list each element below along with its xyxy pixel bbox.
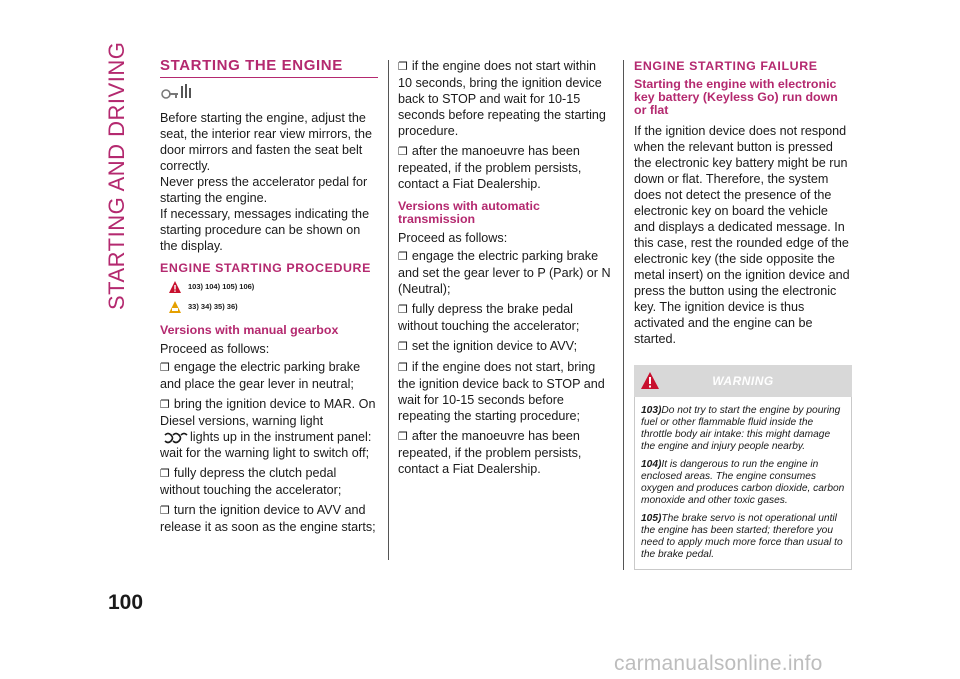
bullet-box-icon: ❐ — [398, 431, 408, 443]
title-underline — [160, 77, 378, 78]
chapter-side-title: STARTING AND DRIVING — [104, 41, 129, 310]
watermark: carmanualsonline.info — [614, 652, 823, 675]
warning-item: 103)Do not try to start the engine by pouring fuel or other flammable fluid inside the throttle body air intake: this might damage the engine and injury people nearby. — [641, 405, 841, 452]
subsection-keyless-battery: Starting the engine with electronic key battery (Keyless Go) run down or flat — [634, 77, 838, 117]
bullet-box-icon: ❐ — [398, 362, 408, 374]
bullet-box-icon: ❐ — [160, 399, 170, 411]
column-2 — [398, 58, 612, 481]
warning-item: 104)It is dangerous to run the engine in enclosed areas. The engine consumes oxygen and produces carbon dioxide, carbon monoxide and other toxic gases. — [641, 459, 845, 506]
column-divider — [388, 60, 389, 560]
page-number: 100 — [108, 591, 144, 614]
warning-label: WARNING — [712, 374, 774, 388]
intro-paragraph: If necessary, messages indicating the starting procedure can be shown on the display. — [160, 207, 370, 253]
list-item: ❐ fully depress the clutch pedal without touching the accelerator; — [160, 466, 342, 497]
key-gauge-icon — [160, 82, 378, 104]
list-item: ❐ after the manoeuvre has been repeated, if the problem persists, contact a Fiat Dealership. — [398, 429, 582, 476]
bullet-box-icon: ❐ — [398, 146, 408, 158]
bullet-box-icon: ❐ — [160, 468, 170, 480]
bullet-box-icon: ❐ — [398, 61, 408, 73]
intro-paragraph: Before starting the engine, adjust the seat, the interior rear view mirrors, the door mirrors and fasten the seat belt correctly. — [160, 111, 373, 173]
list-item: ❐ if the engine does not start within 10 seconds, bring the ignition device back to STOP and wait for 10-15 seconds before repeating the starting procedure. — [398, 59, 606, 138]
warning-triangle-icon — [640, 371, 660, 391]
bullet-box-icon: ❐ — [398, 251, 408, 263]
warning-item: 105)The brake servo is not operational until the engine has been started; therefore you need to apply much more force than usual to the brake pedal. — [641, 513, 843, 560]
proceed-text: Proceed as follows: — [160, 342, 270, 356]
list-item: ❐ if the engine does not start, bring the ignition device back to STOP and wait for 10-15 seconds before repeating the starting procedure; — [398, 360, 605, 423]
bullet-box-icon: ❐ — [398, 341, 408, 353]
list-item: ❐ engage the electric parking brake and place the gear lever in neutral; — [160, 360, 361, 391]
list-item: ❐ bring the ignition device to MAR. On Diesel versions, warning light lights up in the instrument panel: wait for the warning light to switch off; — [160, 397, 376, 460]
section-title-starting-engine: STARTING THE ENGINE — [160, 57, 343, 74]
list-item: ❐ after the manoeuvre has been repeated, if the problem persists, contact a Fiat Dealership. — [398, 144, 582, 191]
section-title-starting-failure: ENGINE STARTING FAILURE — [634, 59, 818, 73]
bullet-box-icon: ❐ — [160, 505, 170, 517]
column-3 — [634, 58, 852, 570]
bullet-box-icon: ❐ — [398, 304, 408, 316]
subsection-manual-gearbox: Versions with manual gearbox — [160, 323, 339, 337]
warning-box-body — [634, 397, 852, 570]
column-1 — [160, 58, 378, 539]
caution-references — [168, 298, 378, 316]
section-title-procedure: ENGINE STARTING PROCEDURE — [160, 261, 371, 275]
proceed-text: Proceed as follows: — [398, 231, 508, 245]
intro-paragraph: Never press the accelerator pedal for starting the engine. — [160, 175, 368, 205]
caution-refs-text: 33) 34) 35) 36) — [188, 302, 238, 311]
warning-refs-text: 103) 104) 105) 106) — [188, 282, 255, 291]
warning-references — [168, 278, 378, 296]
list-item: ❐ engage the electric parking brake and set the gear lever to P (Park) or N (Neutral); — [398, 249, 611, 296]
list-item: ❐ turn the ignition device to AVV and release it as soon as the engine starts; — [160, 503, 376, 534]
bullet-box-icon: ❐ — [160, 362, 170, 374]
subsection-automatic-transmission: Versions with automatic transmission — [398, 199, 540, 226]
list-item: ❐ set the ignition device to AVV; — [398, 339, 578, 353]
glow-plug-warning-icon — [162, 432, 188, 444]
body-paragraph: If the ignition device does not respond when the relevant button is pressed the electronic key battery might be run down or flat. Therefore, the system does not detect the presence of the electronic key on board the vehicle and displays a dedicated message. In this case, rest the rounded edge of the electronic key (the side opposite the metal insert) on the ignition device and press the button using the electronic key. The ignition device is thus activated and the engine can be started. — [634, 124, 850, 346]
warning-triangle-icon — [168, 280, 182, 294]
caution-triangle-icon — [168, 300, 182, 314]
warning-box-header — [634, 365, 852, 397]
list-item: ❐ fully depress the brake pedal without touching the accelerator; — [398, 302, 580, 333]
column-divider — [623, 60, 624, 570]
